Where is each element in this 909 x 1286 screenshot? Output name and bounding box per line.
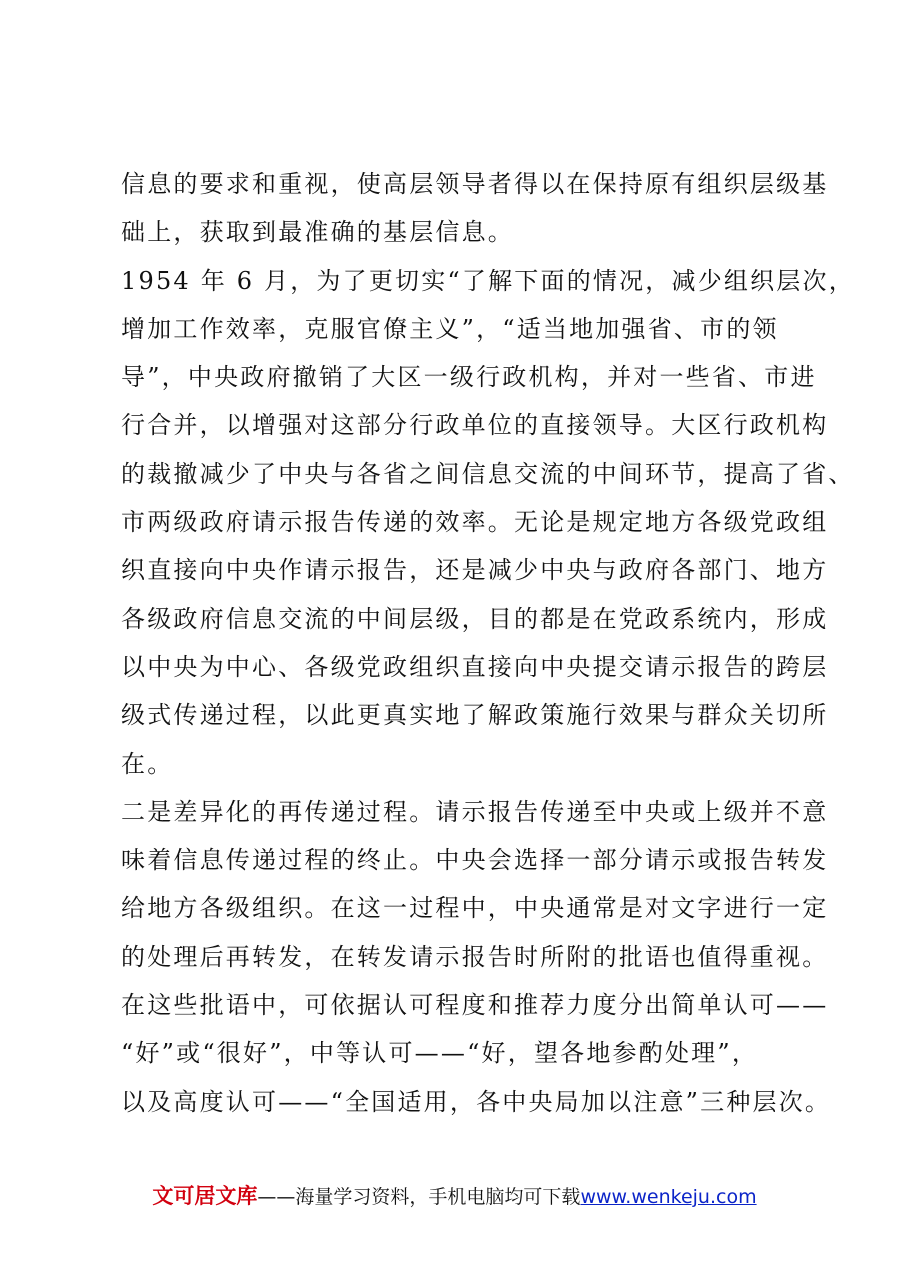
footer-tagline: ——海量学习资料，手机电脑均可下载 <box>257 1186 581 1208</box>
text-line: 味着信息传递过程的终止。中央会选择一部分请示或报告转发 <box>121 846 829 875</box>
text-line: 织直接向中央作请示报告，还是减少中央与政府各部门、地方 <box>121 556 829 585</box>
text-line: 增加工作效率，克服官僚主义”，“适当地加强省、市的领 <box>121 314 779 343</box>
text-line: 二是差异化的再传递过程。请示报告传递至中央或上级并不意 <box>121 797 829 826</box>
footer-brand: 文可居文库 <box>152 1184 258 1208</box>
text-line: 1954 年 6 月，为了更切实“了解下面的情况，减少组织层次， <box>121 266 855 295</box>
text-line: 的裁撤减少了中央与各省之间信息交流的中间环节，提高了省、 <box>121 459 855 488</box>
text-line: 以及高度认可——“全国适用，各中央局加以注意”三种层次。 <box>121 1087 832 1116</box>
text-line: 行合并，以增强对这部分行政单位的直接领导。大区行政机构 <box>121 411 829 440</box>
text-line: 在这些批语中，可依据认可程度和推荐力度分出简单认可—— <box>121 991 829 1020</box>
text-line: 础上，获取到最准确的基层信息。 <box>121 218 514 247</box>
text-line: 的处理后再转发，在转发请示报告时所附的批语也值得重视。 <box>121 942 829 971</box>
text-line: 级式传递过程，以此更真实地了解政策施行效果与群众关切所 <box>121 701 829 730</box>
text-line: 市两级政府请示报告传递的效率。无论是规定地方各级党政组 <box>121 508 829 537</box>
footer-site-link[interactable]: www.wenkeju.com <box>580 1186 757 1208</box>
text-line: 以中央为中心、各级党政组织直接向中央提交请示报告的跨层 <box>121 652 829 681</box>
text-line: 各级政府信息交流的中间层级，目的都是在党政系统内，形成 <box>121 604 829 633</box>
text-line: 信息的要求和重视，使高层领导者得以在保持原有组织层级基 <box>121 170 829 198</box>
text-line: 在。 <box>121 749 174 778</box>
body-text <box>121 160 855 1126</box>
footer <box>0 1180 909 1210</box>
text-line: 给地方各级组织。在这一过程中，中央通常是对文字进行一定 <box>121 894 829 923</box>
text-line: “好”或“很好”，中等认可——“好，望各地参酌处理”， <box>121 1039 759 1068</box>
text-line: 导”，中央政府撤销了大区一级行政机构，并对一些省、市进 <box>121 363 817 392</box>
